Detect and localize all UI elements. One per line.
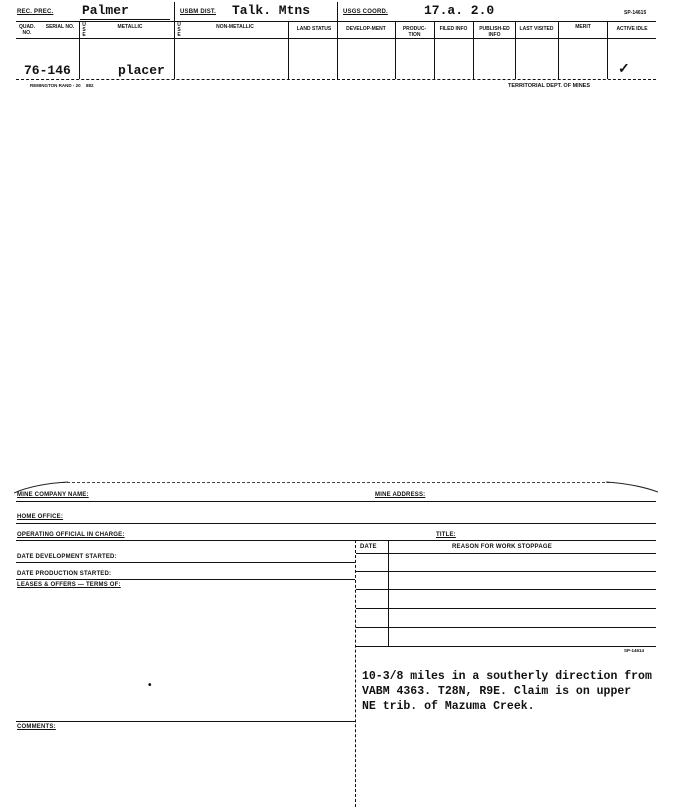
rule-official	[16, 540, 656, 541]
rule-date-development	[16, 562, 355, 563]
col-div-prod	[395, 22, 396, 79]
rec-prec-value: Palmer	[82, 3, 129, 18]
rec-prec-underline	[80, 19, 170, 20]
col-filed-info: FILED INFO	[439, 26, 468, 32]
form-code: SP-14615	[624, 10, 647, 16]
col-non-metallic: NON-METALLIC	[216, 24, 254, 30]
usbm-dist-value: Talk. Mtns	[232, 3, 311, 18]
leases-offers-label: LEASES & OFFERS — TERMS OF:	[17, 582, 121, 588]
footer-left: REMINGTON RAND - 20	[30, 83, 81, 88]
col-active-idle: ACTIVE IDLE	[616, 26, 648, 32]
date-development-label: DATE DEVELOPMENT STARTED:	[17, 554, 117, 560]
col-last-visited: LAST VISITED	[519, 26, 554, 32]
stoppage-row-4	[356, 627, 656, 628]
col-div-filed	[434, 22, 435, 79]
usgs-coord-label: USGS COORD.	[343, 9, 388, 15]
header-top-rule	[16, 21, 656, 22]
dot-mark: •	[148, 680, 152, 691]
col-div-active	[607, 22, 608, 79]
col-quad-no: QUAD. NO.	[18, 24, 36, 36]
mine-address-label: MINE ADDRESS:	[375, 492, 426, 498]
check-mark-icon: ✓	[618, 60, 630, 76]
rule-home-office	[16, 523, 656, 524]
header-bottom-rule	[16, 79, 656, 80]
col-metallic: METALLIC	[117, 24, 143, 30]
rec-prec-label: REC. PREC.	[17, 9, 54, 15]
col-serial-no: SERIAL NO.	[45, 24, 75, 30]
description-line-2: VABM 4363. T28N, R9E. Claim is on upper	[362, 685, 632, 698]
description-line-3: NE trib. of Mazuma Creek.	[362, 700, 535, 713]
home-office-label: HOME OFFICE:	[17, 514, 64, 520]
stoppage-reason-header: REASON FOR WORK STOPPAGE	[452, 544, 552, 550]
col-use-2: USE	[177, 22, 181, 38]
col-div-serial	[79, 22, 80, 79]
divider-2	[337, 2, 338, 22]
stoppage-row-1	[356, 571, 656, 572]
form-code-2: SP-14614	[624, 648, 645, 653]
comments-label: COMMENTS:	[17, 724, 56, 730]
footer-code: 882	[86, 83, 94, 88]
col-use-1: USE	[82, 22, 86, 38]
col-div-land	[288, 22, 289, 79]
row-metallic: placer	[118, 63, 165, 78]
description-line-1: 10-3/8 miles in a southerly direction from	[362, 670, 652, 683]
rule-leases	[16, 721, 355, 722]
col-div-merit	[558, 22, 559, 79]
col-div-nonmet	[174, 22, 175, 79]
col-production: PRODUC-TION	[402, 26, 427, 38]
row-quad-serial: 76-146	[24, 63, 71, 78]
usbm-dist-label: USBM DIST.	[180, 9, 217, 15]
stoppage-row-3	[356, 608, 656, 609]
operating-official-label: OPERATING OFFICIAL IN CHARGE:	[17, 532, 125, 538]
header-col-rule	[16, 38, 656, 39]
col-div-last	[515, 22, 516, 79]
rule-date-production	[16, 579, 355, 580]
footer-right: TERRITORIAL DEPT. OF MINES	[508, 83, 590, 89]
stoppage-left-border	[355, 540, 356, 807]
stoppage-row-2	[356, 589, 656, 590]
title-label: TITLE:	[436, 532, 456, 538]
stoppage-date-divider	[388, 540, 389, 647]
col-land-status: LAND STATUS	[296, 26, 332, 32]
col-merit: MERIT	[575, 24, 591, 30]
usgs-coord-value: 17.a. 2.0	[424, 3, 495, 18]
card-curve-right	[606, 480, 658, 494]
col-published-info: PUBLISH-ED INFO	[479, 26, 510, 38]
rule-company	[16, 501, 656, 502]
date-production-label: DATE PRODUCTION STARTED:	[17, 571, 112, 577]
col-div-pub	[473, 22, 474, 79]
stoppage-row-5	[356, 646, 656, 647]
divider-1	[174, 2, 175, 22]
lower-top-dashed	[62, 482, 610, 483]
col-development: DEVELOP-MENT	[346, 26, 386, 32]
mine-company-name-label: MINE COMPANY NAME:	[17, 492, 89, 498]
stoppage-header-rule	[356, 553, 656, 554]
location-description	[362, 669, 654, 714]
stoppage-date-header: DATE	[360, 544, 377, 550]
col-div-dev	[337, 22, 338, 79]
